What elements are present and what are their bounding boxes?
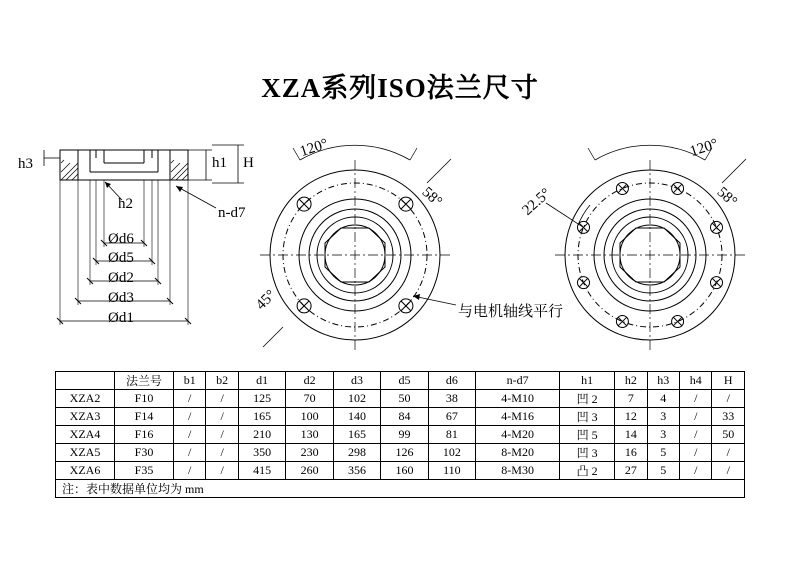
cell-d3: 298	[333, 444, 380, 462]
page-title: XZA系列ISO法兰尺寸	[261, 73, 539, 103]
label-parallel-to-motor-axis: 与电机轴线平行	[458, 304, 564, 320]
table-row	[56, 462, 745, 480]
cell-h2: 7	[615, 390, 647, 408]
label-d1: Ød1	[108, 310, 134, 326]
cell-h4: /	[680, 444, 712, 462]
cell-model: XZA2	[56, 390, 115, 408]
cell-d2: 230	[286, 444, 333, 462]
label-H: H	[243, 155, 254, 171]
cell-H: /	[712, 390, 745, 408]
cell-d5: 99	[381, 426, 428, 444]
table-header-row	[56, 372, 745, 390]
cell-flange: F35	[115, 462, 174, 480]
th-4: d1	[238, 372, 285, 390]
table-row	[56, 408, 745, 426]
cell-flange: F30	[115, 444, 174, 462]
cell-h2: 16	[615, 444, 647, 462]
th-11: h2	[615, 372, 647, 390]
cell-d6: 110	[428, 462, 475, 480]
cell-h3: 5	[647, 462, 679, 480]
cell-model: XZA4	[56, 426, 115, 444]
th-6: d3	[333, 372, 380, 390]
table-row	[56, 390, 745, 408]
cell-b1: /	[174, 408, 206, 426]
cell-h3: 5	[647, 444, 679, 462]
table-note-row	[56, 480, 745, 498]
label-d2: Ød2	[108, 270, 134, 286]
cell-h1: 凹 3	[560, 408, 615, 426]
label-h3: h3	[18, 156, 33, 172]
cell-b2: /	[206, 408, 238, 426]
cell-b2: /	[206, 426, 238, 444]
label-angle-22p5-right: 22.5°	[519, 185, 555, 219]
th-9: n-d7	[476, 372, 560, 390]
cell-b2: /	[206, 390, 238, 408]
cell-model: XZA5	[56, 444, 115, 462]
cell-d6: 102	[428, 444, 475, 462]
cell-d2: 70	[286, 390, 333, 408]
cell-h2: 14	[615, 426, 647, 444]
label-d5: Ød5	[108, 250, 134, 266]
cell-d1: 165	[238, 408, 285, 426]
label-angle-120-right: 120°	[688, 136, 721, 161]
th-14: H	[712, 372, 745, 390]
label-angle-58-right: 58°	[713, 184, 740, 211]
cell-h1: 凹 5	[560, 426, 615, 444]
label-d3: Ød3	[108, 290, 134, 306]
cell-d5: 84	[381, 408, 428, 426]
cell-H: /	[712, 462, 745, 480]
cell-d5: 50	[381, 390, 428, 408]
cell-d1: 415	[238, 462, 285, 480]
cell-n-d7: 4-M10	[476, 390, 560, 408]
cell-model: XZA6	[56, 462, 115, 480]
cell-n-d7: 8-M30	[476, 462, 560, 480]
cell-h3: 4	[647, 390, 679, 408]
cell-h1: 凹 2	[560, 390, 615, 408]
label-h2: h2	[118, 196, 133, 212]
cell-h4: /	[680, 390, 712, 408]
th-0	[56, 372, 115, 390]
cell-b2: /	[206, 462, 238, 480]
cell-flange: F10	[115, 390, 174, 408]
cell-h4: /	[680, 462, 712, 480]
cell-H: 33	[712, 408, 745, 426]
label-angle-58-left: 58°	[418, 184, 445, 211]
cell-h1: 凹 3	[560, 444, 615, 462]
table-note: 注：表中数据单位均为 mm	[56, 480, 745, 498]
cell-flange: F14	[115, 408, 174, 426]
label-d6: Ød6	[108, 231, 134, 247]
cell-h3: 3	[647, 426, 679, 444]
th-13: h4	[680, 372, 712, 390]
cell-d3: 102	[333, 390, 380, 408]
cell-d6: 67	[428, 408, 475, 426]
cell-b2: /	[206, 444, 238, 462]
table-row	[56, 426, 745, 444]
cell-d2: 260	[286, 462, 333, 480]
cell-d3: 356	[333, 462, 380, 480]
cell-d6: 38	[428, 390, 475, 408]
cell-b1: /	[174, 444, 206, 462]
th-12: h3	[647, 372, 679, 390]
th-1: 法兰号	[115, 372, 174, 390]
cell-d1: 210	[238, 426, 285, 444]
cell-n-d7: 4-M16	[476, 408, 560, 426]
cell-d2: 100	[286, 408, 333, 426]
table-row	[56, 444, 745, 462]
cell-b1: /	[174, 390, 206, 408]
label-n-d7: n-d7	[218, 205, 246, 221]
cell-d3: 165	[333, 426, 380, 444]
cell-h4: /	[680, 426, 712, 444]
cell-H: /	[712, 444, 745, 462]
th-3: b2	[206, 372, 238, 390]
label-angle-45-left: 45°	[253, 287, 280, 314]
cell-d2: 130	[286, 426, 333, 444]
th-10: h1	[560, 372, 615, 390]
th-5: d2	[286, 372, 333, 390]
cell-flange: F16	[115, 426, 174, 444]
th-7: d5	[381, 372, 428, 390]
th-8: d6	[428, 372, 475, 390]
cell-b1: /	[174, 462, 206, 480]
cell-H: 50	[712, 426, 745, 444]
cell-h2: 12	[615, 408, 647, 426]
th-2: b1	[174, 372, 206, 390]
cell-h2: 27	[615, 462, 647, 480]
cell-n-d7: 4-M20	[476, 426, 560, 444]
cell-d5: 126	[381, 444, 428, 462]
cell-d1: 350	[238, 444, 285, 462]
spec-table	[55, 371, 745, 498]
cell-h1: 凸 2	[560, 462, 615, 480]
cell-h4: /	[680, 408, 712, 426]
cell-d5: 160	[381, 462, 428, 480]
cell-d1: 125	[238, 390, 285, 408]
cell-model: XZA3	[56, 408, 115, 426]
cell-b1: /	[174, 426, 206, 444]
label-h1: h1	[212, 155, 227, 171]
label-angle-120-left: 120°	[298, 136, 331, 161]
cell-n-d7: 8-M20	[476, 444, 560, 462]
cell-d3: 140	[333, 408, 380, 426]
cell-h3: 3	[647, 408, 679, 426]
cell-d6: 81	[428, 426, 475, 444]
